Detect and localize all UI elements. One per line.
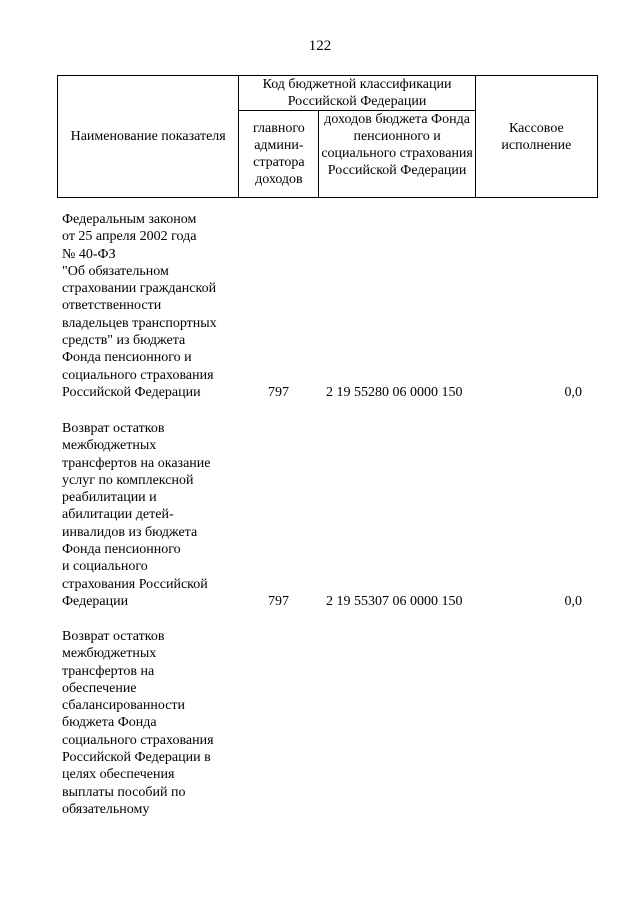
row-name-line: трансфертов на оказание [62,455,211,471]
row-name-line: страховании гражданской [62,281,217,297]
row-name-line: выплаты пособий по [62,784,186,800]
header-admin-cell [239,111,319,198]
row-admin-code: 797 [268,593,289,609]
row-name-line: реабилитации и [62,490,157,506]
row-name [62,211,242,401]
row-name-line: "Об обязательном [62,263,169,279]
row-name-line: средств" из бюджета [62,333,186,349]
header-name-cell [58,76,239,198]
header-name: Наименование показателя [70,129,226,144]
row-name-line: межбюджетных [62,438,157,454]
header-exec-cell [475,76,597,198]
table-row [62,211,598,401]
row-income-code: 2 19 55280 06 0000 150 [326,384,463,400]
header-group-cell [239,76,475,111]
row-name-line: целях обеспечения [62,767,175,783]
row-name-line: социального страхования [62,367,214,383]
row-name-line: межбюджетных [62,646,157,662]
row-exec-value: 0,0 [564,384,582,400]
row-name-line: сбалансированности [62,698,186,714]
row-name-line: ответственности [62,298,162,314]
row-name-line: социального страхования [62,732,214,748]
row-exec-value: 0,0 [564,593,582,609]
header-income-cell [319,111,475,198]
header-exec: Кассовое исполнение [501,120,572,153]
table-row [62,420,598,610]
row-name-line: Российской Федерации в [62,750,211,766]
header-income: доходов бюджета Фонда пенсионного и социального страхования Российской Федерации [321,112,473,178]
row-name-line: инвалидов из бюджета [62,524,198,540]
row-name-line: Возврат остатков [62,629,165,644]
row-name-line: от 25 апреля 2002 года [62,229,197,245]
row-name-line: обязательному [62,801,150,817]
page-number: 122 [308,38,332,54]
row-name [62,420,242,610]
row-name-line: и социального [62,559,148,575]
row-name-line: услуг по комплексной [62,472,194,488]
row-name-line: обеспечение [62,680,137,696]
row-name-line: владельцев транспортных [62,315,217,331]
row-name-line: Федеральным законом [62,212,197,227]
table-row [62,628,598,818]
header-group-label: Код бюджетной классификации Российской Федерации [262,77,452,109]
row-admin-code: 797 [268,384,289,400]
header-admin: главного админи-стратора доходов [253,121,305,187]
row-name-line: Федерации [62,593,129,609]
row-name-line: Российской Федерации [62,384,201,400]
row-name-line: Фонда пенсионного и [62,350,192,366]
row-name-line: абилитации детей- [62,507,174,523]
row-name-line: страхования Российской [62,576,208,592]
row-name-line: Фонда пенсионного [62,542,181,558]
table-header [57,75,598,198]
row-name [62,628,242,818]
row-income-code: 2 19 55307 06 0000 150 [326,593,463,609]
row-name-line: бюджета Фонда [62,715,157,731]
row-name-line: № 40-ФЗ [62,246,116,262]
row-name-line: Возврат остатков [62,421,165,436]
row-name-line: трансфертов на [62,663,155,679]
